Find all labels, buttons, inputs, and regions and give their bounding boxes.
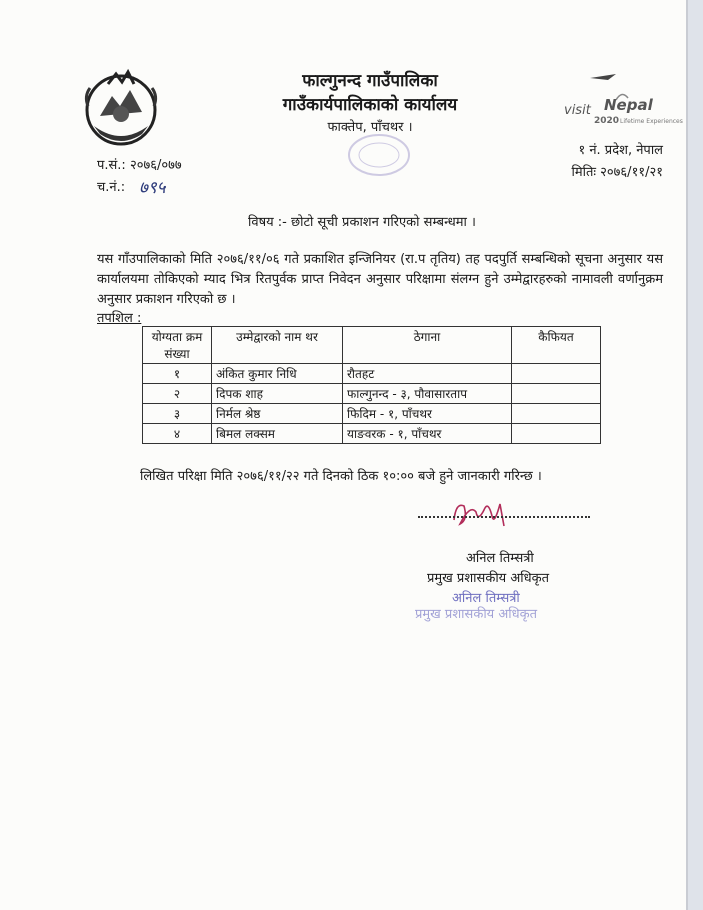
designation-stamp: प्रमुख प्रशासकीय अधिकृत <box>415 607 538 622</box>
page-edge <box>686 0 703 910</box>
table-row <box>143 404 601 424</box>
signature-scribble-icon <box>448 496 508 532</box>
cell-remarks <box>512 424 601 444</box>
table-row <box>143 364 601 384</box>
cell-serial: १ <box>143 364 212 384</box>
province-line: १ नं. प्रदेश, नेपाल <box>578 143 663 158</box>
table-row <box>143 424 601 444</box>
signatory-designation: प्रमुख प्रशासकीय अधिकृत <box>427 571 550 586</box>
svg-text:Nepal: Nepal <box>604 96 653 114</box>
cell-remarks <box>512 404 601 424</box>
table-header-row <box>143 327 601 364</box>
cell-name: दिपक शाह <box>212 384 343 404</box>
visit-nepal-logo <box>556 70 683 130</box>
cell-address: याङवरक - १, पाँचथर <box>343 424 512 444</box>
cell-address: फाल्गुनन्द - ३, पौवासारताप <box>343 384 512 404</box>
details-label: तपशिल : <box>97 311 142 326</box>
col-remarks: कैफियत <box>512 327 601 364</box>
svg-text:visit: visit <box>564 103 591 118</box>
svg-text:2020: 2020 <box>594 116 620 126</box>
signatory-name: अनिल तिम्सत्री <box>466 551 534 566</box>
page-edge-line <box>686 0 688 910</box>
cell-address: रौतहट <box>343 364 512 384</box>
cell-address: फिदिम - १, पाँचथर <box>343 404 512 424</box>
letter-date: मितिः २०७६/११/२१ <box>571 165 663 180</box>
cell-name: निर्मल श्रेष्ठ <box>212 404 343 424</box>
dispatch-number-handwritten: ७९५ <box>139 178 166 198</box>
office-name: गाउँकार्यपालिकाको कार्यालय <box>282 95 458 115</box>
name-stamp: अनिल तिम्सत्री <box>452 591 520 606</box>
dispatch-number-label: च.नं.: <box>97 180 126 195</box>
cell-remarks <box>512 384 601 404</box>
office-address: फाक्तेप, पाँचथर । <box>327 120 413 135</box>
municipality-name: फाल्गुनन्द गाउँपालिका <box>302 71 438 91</box>
signature-line <box>418 516 590 518</box>
nepal-emblem-icon <box>80 66 162 148</box>
col-candidate-name: उम्मेद्वारको नाम थर <box>212 327 343 364</box>
office-stamp-icon <box>344 130 414 180</box>
svg-text:Lifetime Experiences: Lifetime Experiences <box>620 118 683 125</box>
exam-date-note: लिखित परिक्षा मिति २०७६/११/२२ गते दिनको ठिक १०:०० बजे हुने जानकारी गरिन्छ । <box>140 469 542 484</box>
cell-serial: २ <box>143 384 212 404</box>
col-serial-number: योग्यता क्रम संख्या <box>143 327 212 364</box>
cell-name: बिमल लक्सम <box>212 424 343 444</box>
table-row <box>143 384 601 404</box>
col-address: ठेगाना <box>343 327 512 364</box>
cell-serial: ३ <box>143 404 212 424</box>
cell-name: अंकित कुमार निधि <box>212 364 343 384</box>
cell-remarks <box>512 364 601 384</box>
cell-serial: ४ <box>143 424 212 444</box>
letter-subject: विषय :- छोटो सूची प्रकाशन गरिएको सम्बन्धमा । <box>248 215 476 230</box>
body-paragraph: यस गाँउपालिकाको मिति २०७६/११/०६ गते प्रकाशित इन्जिनियर (रा.प तृतिय) तह पदपुर्ति सम्बन्धिको सूचना अनुसार यस कार्यालयमा तोकिएको म्याद भित्र रितपुर्वक प्राप्त निवेदन अनुसार परिक्षामा संलग्न हुने उम्मेद्वारहरुको नामावली वर्णानुक्रम अनुसार प्रकाशन गरिएको छ । <box>97 252 663 307</box>
letter-reference-number: प.सं.: २०७६/०७७ <box>97 158 182 173</box>
candidate-table <box>142 326 601 444</box>
